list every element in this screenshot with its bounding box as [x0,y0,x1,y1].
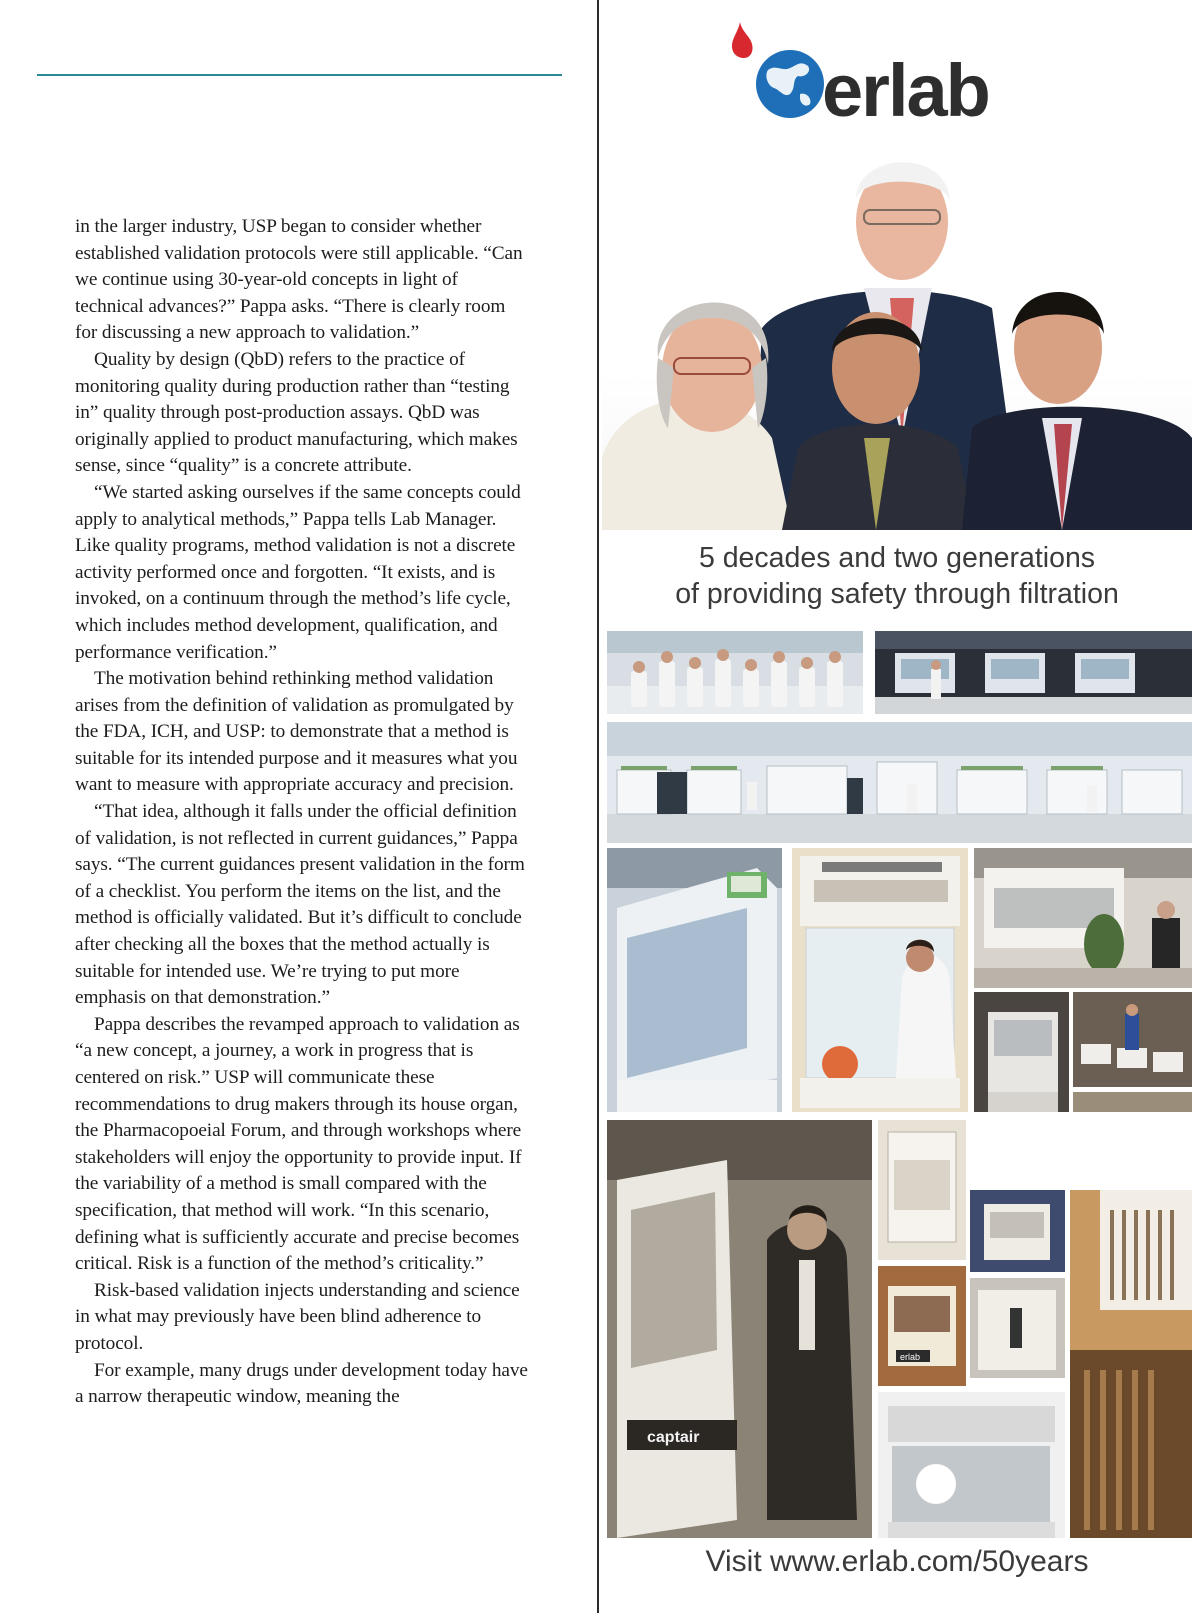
ad-tagline [602,540,1192,612]
article-paragraph: For example, many drugs under development today have a narrow therapeutic window, meaning the [75,1359,528,1408]
erlab-advertisement [602,0,1200,1613]
captair-hood-photo [792,848,968,1112]
vintage-captair-photo [607,1120,872,1538]
trade-show-photo-2 [970,1278,1065,1378]
fume-hood-photo [607,848,782,1112]
captair-label: captair [647,1429,700,1446]
erlab-small-label: erlab [900,1352,921,1362]
workbench-photo [878,1266,966,1386]
trade-show-photo-1 [970,1190,1065,1272]
tagline-line-2: of providing safety through filtration [675,578,1119,610]
ad-visit-url: Visit www.erlab.com/50years [705,1545,1089,1578]
erlab-logo [730,14,1048,124]
column-divider [597,0,599,1613]
header-rule [37,74,562,76]
lab-team-photo [607,631,863,714]
article-paragraph: “That idea, although it falls under the official definition of validation, is not reflected in current guidances,” Pappa says. “The current guidances present validation in the form of a checklist. You perform the items on the list, and the method is officially validated. But it’s difficult to conclude after checking all the boxes that the method actually is suitable for intended use. We’re trying to put more emphasis on that demonstration.” [75,801,525,1009]
hood-cabinet-photo [974,992,1069,1112]
vintage-hood-photo [878,1120,966,1260]
article-paragraph: Quality by design (QbD) refers to the practice of monitoring quality during production rather than “testing in” quality through post-production assays. QbD was originally applied to product manufacturing, which makes sense, since “quality” is a concrete attribute. [75,348,518,477]
article-paragraph: “We started asking ourselves if the same concepts could apply to analytical methods,” Pappa tells Lab Manager. Like quality programs, method validation is not a discrete activity performed once and forgotten. “It exists, and is invoked, on a continuum through the method’s life cycle, which includes method development, qualification, and performance verification.” [75,481,521,663]
logo-drop-icon [732,22,753,58]
logo-wordmark: erlab [822,49,989,124]
article-paragraph: Pappa describes the revamped approach to validation as “a new concept, a journey, a work in progress that is centered on risk.” USP will communicate these recommendations to drug makers through its house organ, the Pharmacopoeial Forum, and through workshops where stakeholders will enjoy the opportunity to provide input. If the variability of a method is small compared with the specification, that method will work. “In this scenario, defining what is sufficiently accurate and precise becomes critical. Risk is a function of the method’s criticality.” [75,1013,522,1275]
showroom-photo [1073,992,1192,1087]
article-paragraph: in the larger industry, USP began to consider whether established validation protocols were still applicable. “Can we continue using 30-year-old concepts in light of technical advances?” Pappa asks. “There is clearly room for discussing a new approach to validation.” [75,216,523,344]
hood-prototype-photo [878,1392,1065,1538]
tagline-line-1: 5 decades and two generations [698,542,1096,574]
article-paragraph: Risk-based validation injects understanding and science in what may previously have been blind adherence to protocol. [75,1279,520,1354]
founders-photo [602,138,1192,530]
exhibition-photo [974,848,1192,988]
booth-photo [1073,1092,1192,1112]
article-paragraph: The motivation behind rethinking method validation arises from the definition of validation as promulgated by the FDA, ICH, and USP: to demonstrate that a method is suitable for its intended purpose and it measures what you want to measure with appropriate accuracy and precision. [75,668,518,796]
article-column [75,214,530,1411]
lab-interior-photo [875,631,1192,714]
lab-panorama-photo [607,722,1192,843]
storefront-photo [1070,1190,1192,1538]
